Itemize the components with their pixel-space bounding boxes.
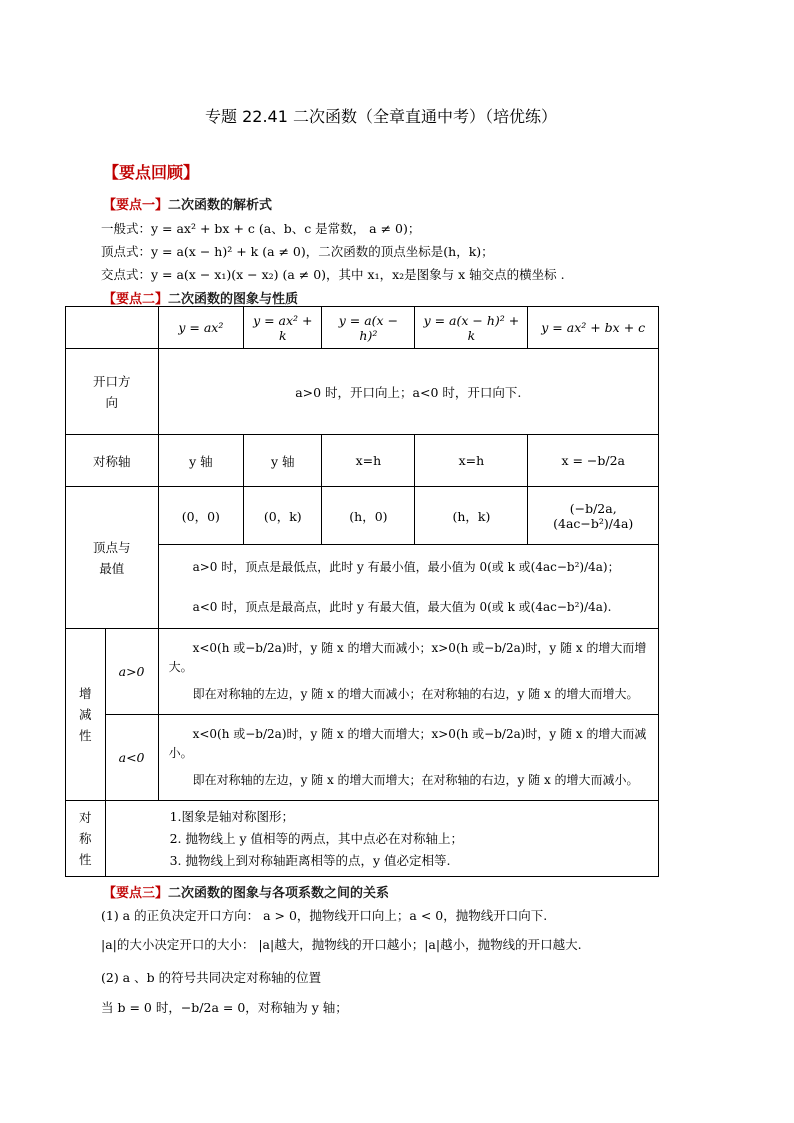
table-corner — [66, 307, 159, 349]
kp3-p1: (1) a 的正负决定开口方向： a > 0，抛物线开口向上；a < 0，抛物线开口向下. — [101, 908, 548, 923]
kp3-label: 【要点三】 — [103, 886, 169, 901]
kp3-p3: (2) a 、b 的符号共同决定对称轴的位置 — [101, 970, 322, 985]
row-label-mono: 增减性 — [66, 629, 106, 801]
mono-pos-cell — [158, 629, 658, 715]
kp3-heading — [103, 882, 389, 901]
kp1-title: 二次函数的解析式 — [168, 198, 273, 213]
header-cell: y = ax² + bx + c — [528, 307, 659, 349]
mono-pos-label: a>0 — [105, 629, 158, 715]
extreme-pos: a>0 时，顶点是最低点，此时 y 有最小值，最小值为 0(或 k 或(4ac−b²)/4a)； — [192, 559, 620, 574]
kp1-vertex: 顶点式：y = a(x − h)² + k (a ≠ 0)，二次函数的顶点坐标是(h，k)； — [101, 244, 494, 259]
mono-neg-label: a<0 — [105, 715, 158, 801]
vertex-cell: (h，k) — [415, 487, 528, 545]
axis-cell: y 轴 — [244, 435, 322, 487]
axis-cell: x = −b/2a — [528, 435, 659, 487]
page-title: 专题 22.41 二次函数（全章直通中考）（培优练） — [205, 107, 557, 126]
section-heading: 【要点回顾】 — [103, 163, 200, 182]
kp1-general: 一般式：y = ax² + bx + c (a、b、c 是常数， a ≠ 0)； — [101, 221, 421, 236]
vertex-cell: (0，k) — [244, 487, 322, 545]
properties-table — [65, 306, 659, 877]
axis-cell: x=h — [415, 435, 528, 487]
kp2-heading — [103, 288, 298, 307]
kp3-p2: |a|的大小决定开口的大小： |a|越大，抛物线的开口越小；|a|越小，抛物线的开口越大. — [101, 937, 582, 952]
kp3-title: 二次函数的图象与各项系数之间的关系 — [168, 886, 390, 901]
mono-neg-cell — [158, 715, 658, 801]
sym-item: 1.图象是轴对称图形； — [169, 808, 295, 824]
extreme-cell — [158, 545, 658, 629]
kp2-label: 【要点二】 — [103, 292, 169, 307]
vertex-cell: (−b/2a, (4ac−b²)/4a) — [528, 487, 659, 545]
kp2-title: 二次函数的图象与性质 — [168, 292, 299, 307]
mono-neg-2: 即在对称轴的左边，y 随 x 的增大而增大；在对称轴的右边，y 随 x 的增大而减小。 — [192, 773, 639, 787]
opening-text: a>0 时，开口向上；a<0 时，开口向下. — [158, 349, 658, 435]
mono-pos-1: x<0(h 或−b/2a)时，y 随 x 的增大而减小；x>0(h 或−b/2a)时，y 随 x 的增大而增大。 — [168, 641, 647, 674]
axis-cell: x=h — [322, 435, 415, 487]
row-label-sym: 对称性 — [66, 801, 106, 877]
sym-item: 2. 抛物线上 y 值相等的两点，其中点必在对称轴上； — [169, 830, 463, 846]
vertex-cell: (0，0) — [158, 487, 244, 545]
kp3-p4: 当 b = 0 时，−b/2a = 0，对称轴为 y 轴； — [101, 1000, 348, 1015]
axis-cell: y 轴 — [158, 435, 244, 487]
kp1-heading — [103, 194, 272, 213]
header-cell: y = ax² — [158, 307, 244, 349]
row-label-axis: 对称轴 — [66, 435, 159, 487]
row-label-opening: 开口方向 — [66, 349, 159, 435]
mono-neg-1: x<0(h 或−b/2a)时，y 随 x 的增大而增大；x>0(h 或−b/2a)时，y 随 x 的增大而减小。 — [168, 727, 647, 760]
extreme-neg: a<0 时，顶点是最高点，此时 y 有最大值，最大值为 0(或 k 或(4ac−b²)/4a). — [192, 599, 612, 614]
vertex-cell: (h，0) — [322, 487, 415, 545]
sym-cell — [105, 801, 658, 877]
mono-pos-2: 即在对称轴的左边，y 随 x 的增大而减小；在对称轴的右边，y 随 x 的增大而增大。 — [192, 687, 639, 701]
kp1-intercept: 交点式：y = a(x − x₁)(x − x₂) (a ≠ 0)，其中 x₁，x₂是图象与 x 轴交点的横坐标 . — [101, 267, 565, 282]
kp1-label: 【要点一】 — [103, 198, 169, 213]
row-label-vertex: 顶点与最值 — [66, 487, 159, 629]
sym-item: 3. 抛物线上到对称轴距离相等的点，y 值必定相等. — [169, 852, 451, 868]
header-cell: y = a(x − h)² + k — [415, 307, 528, 349]
header-cell: y = a(x − h)² — [322, 307, 415, 349]
header-cell: y = ax² + k — [244, 307, 322, 349]
